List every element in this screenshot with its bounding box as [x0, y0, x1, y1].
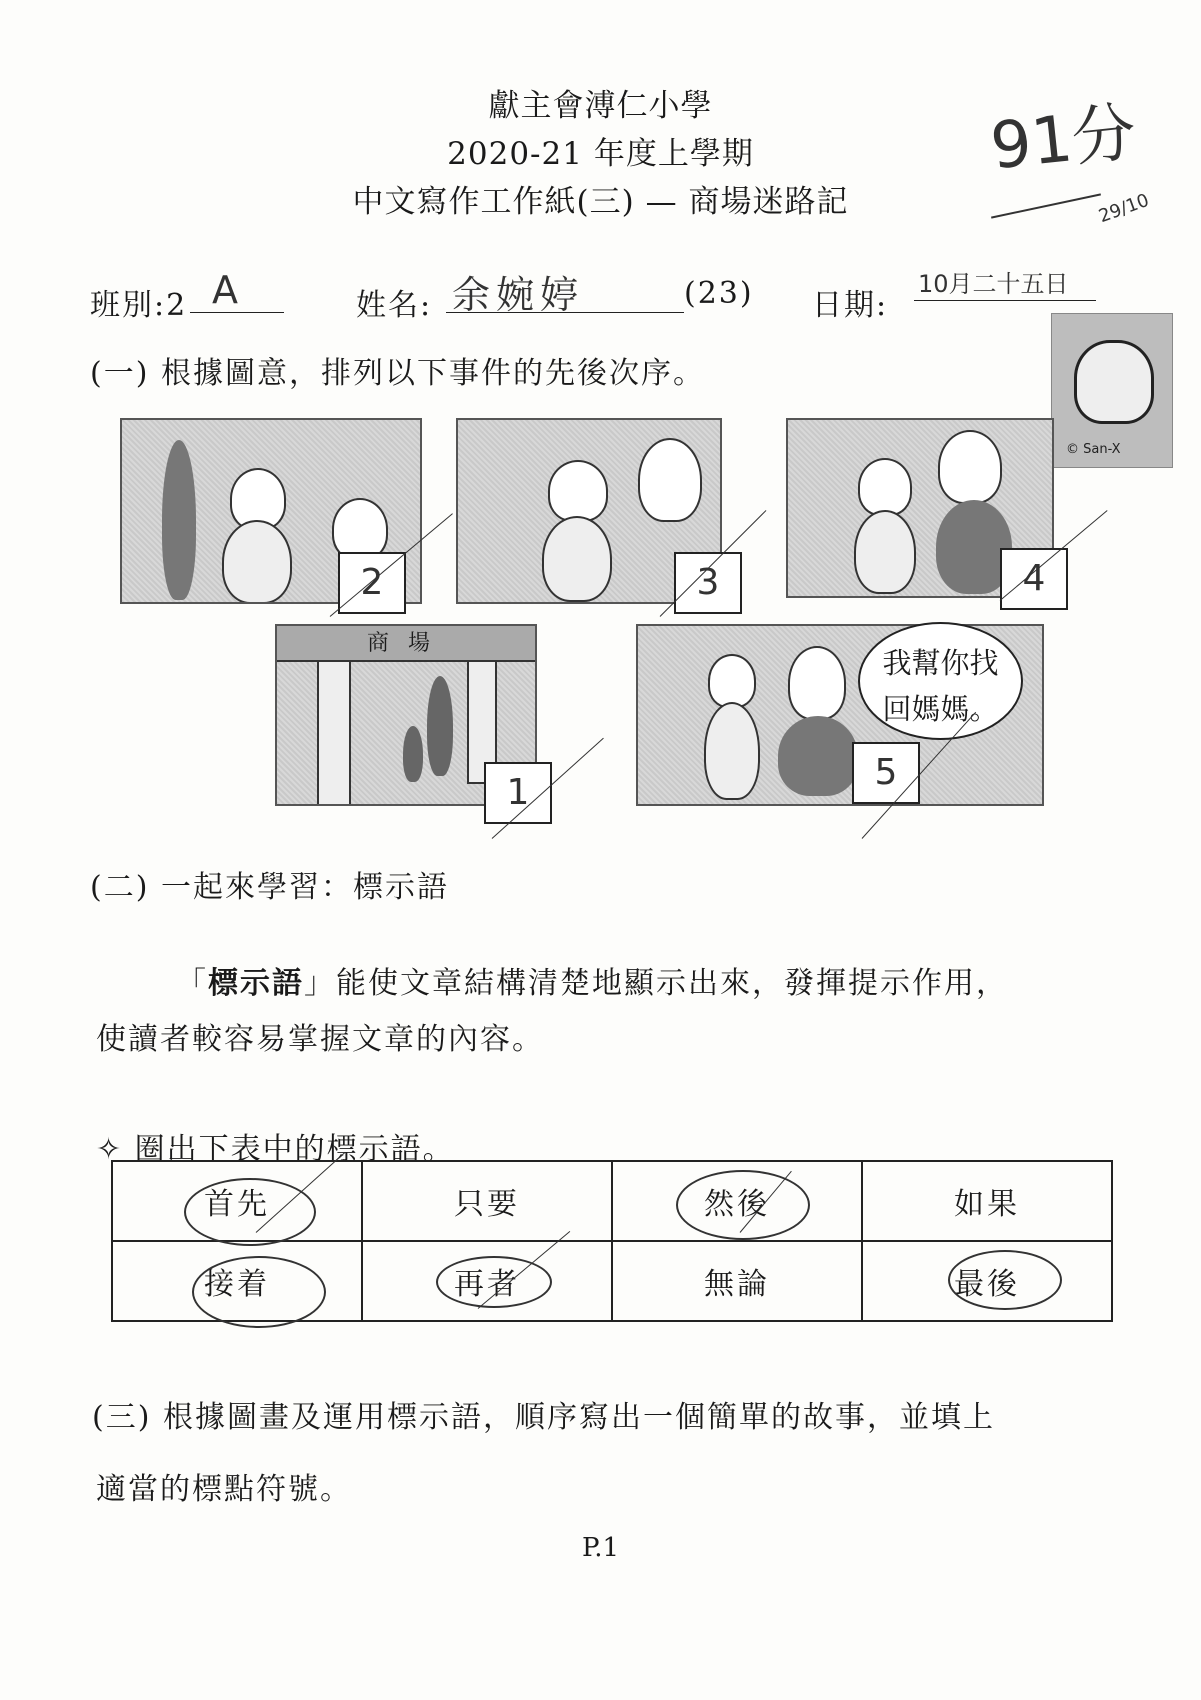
sticker [1051, 313, 1173, 468]
table-cell[interactable]: 然後 [612, 1161, 862, 1241]
date-line [914, 300, 1096, 301]
answer-box-2[interactable]: 3 [674, 552, 742, 614]
table-cell[interactable]: 如果 [862, 1161, 1112, 1241]
table-cell[interactable]: 再者 [362, 1241, 612, 1321]
class-line [190, 312, 284, 313]
section1-heading: (一) 根據圖意，排列以下事件的先後次序。 [90, 356, 705, 391]
page-number: P.1 [581, 1533, 620, 1563]
student-number: (23) [684, 276, 754, 311]
answer-box-4[interactable]: 1 [484, 762, 552, 824]
section3-line2: 適當的標點符號。 [96, 1472, 352, 1507]
date-label: 日期: [812, 288, 889, 323]
school-name: 獻主會溥仁小學 [488, 88, 713, 124]
sticker-copyright: © San-X [1066, 442, 1121, 457]
section3-line1: (三) 根據圖畫及運用標示語，順序寫出一個簡單的故事，並填上 [92, 1400, 995, 1435]
name-value: 余婉婷 [452, 273, 585, 317]
score-mark: 91分 [987, 95, 1140, 185]
worksheet-title: 中文寫作工作紙(三) — 商場迷路記 [352, 184, 849, 220]
table-row [112, 1241, 1112, 1321]
speech-line-1: 我幫你找 [882, 646, 999, 680]
table-cell[interactable]: 只要 [362, 1161, 612, 1241]
table-cell[interactable]: 最後 [862, 1241, 1112, 1321]
answer-box-3[interactable]: 4 [1000, 548, 1068, 610]
date-value: 10月二十五日 [918, 270, 1069, 298]
class-value: A [212, 268, 238, 312]
speech-line-2: 回媽媽。 [882, 692, 999, 726]
transition-words-table [111, 1160, 1113, 1322]
mall-sign: 商 場 [367, 631, 436, 656]
score-date: 29/10 [1095, 189, 1152, 228]
answer-box-1[interactable]: 2 [338, 552, 406, 614]
class-label: 班別:2 [90, 288, 188, 323]
speech-bubble [858, 622, 1023, 740]
table-row [112, 1161, 1112, 1241]
school-term: 2020-21 年度上學期 [447, 136, 754, 172]
table-cell[interactable]: 首先 [112, 1161, 362, 1241]
name-line [446, 312, 684, 313]
section2-paragraph-line2: 使讀者較容易掌握文章的內容。 [96, 1022, 544, 1057]
sticker-character-icon [1074, 340, 1154, 424]
keyword-bold: 標示語 [208, 966, 304, 1001]
table-cell[interactable]: 接着 [112, 1241, 362, 1321]
section2-heading: (二) 一起來學習：標示語 [90, 870, 449, 905]
answer-box-5[interactable]: 5 [852, 742, 920, 804]
name-label: 姓名: [356, 288, 433, 323]
table-cell[interactable]: 無論 [612, 1241, 862, 1321]
section2-task: ✧ 圈出下表中的標示語。 [96, 1132, 455, 1167]
section2-paragraph-line1: 「標示語」能使文章結構清楚地顯示出來，發揮提示作用， [176, 966, 1008, 1001]
